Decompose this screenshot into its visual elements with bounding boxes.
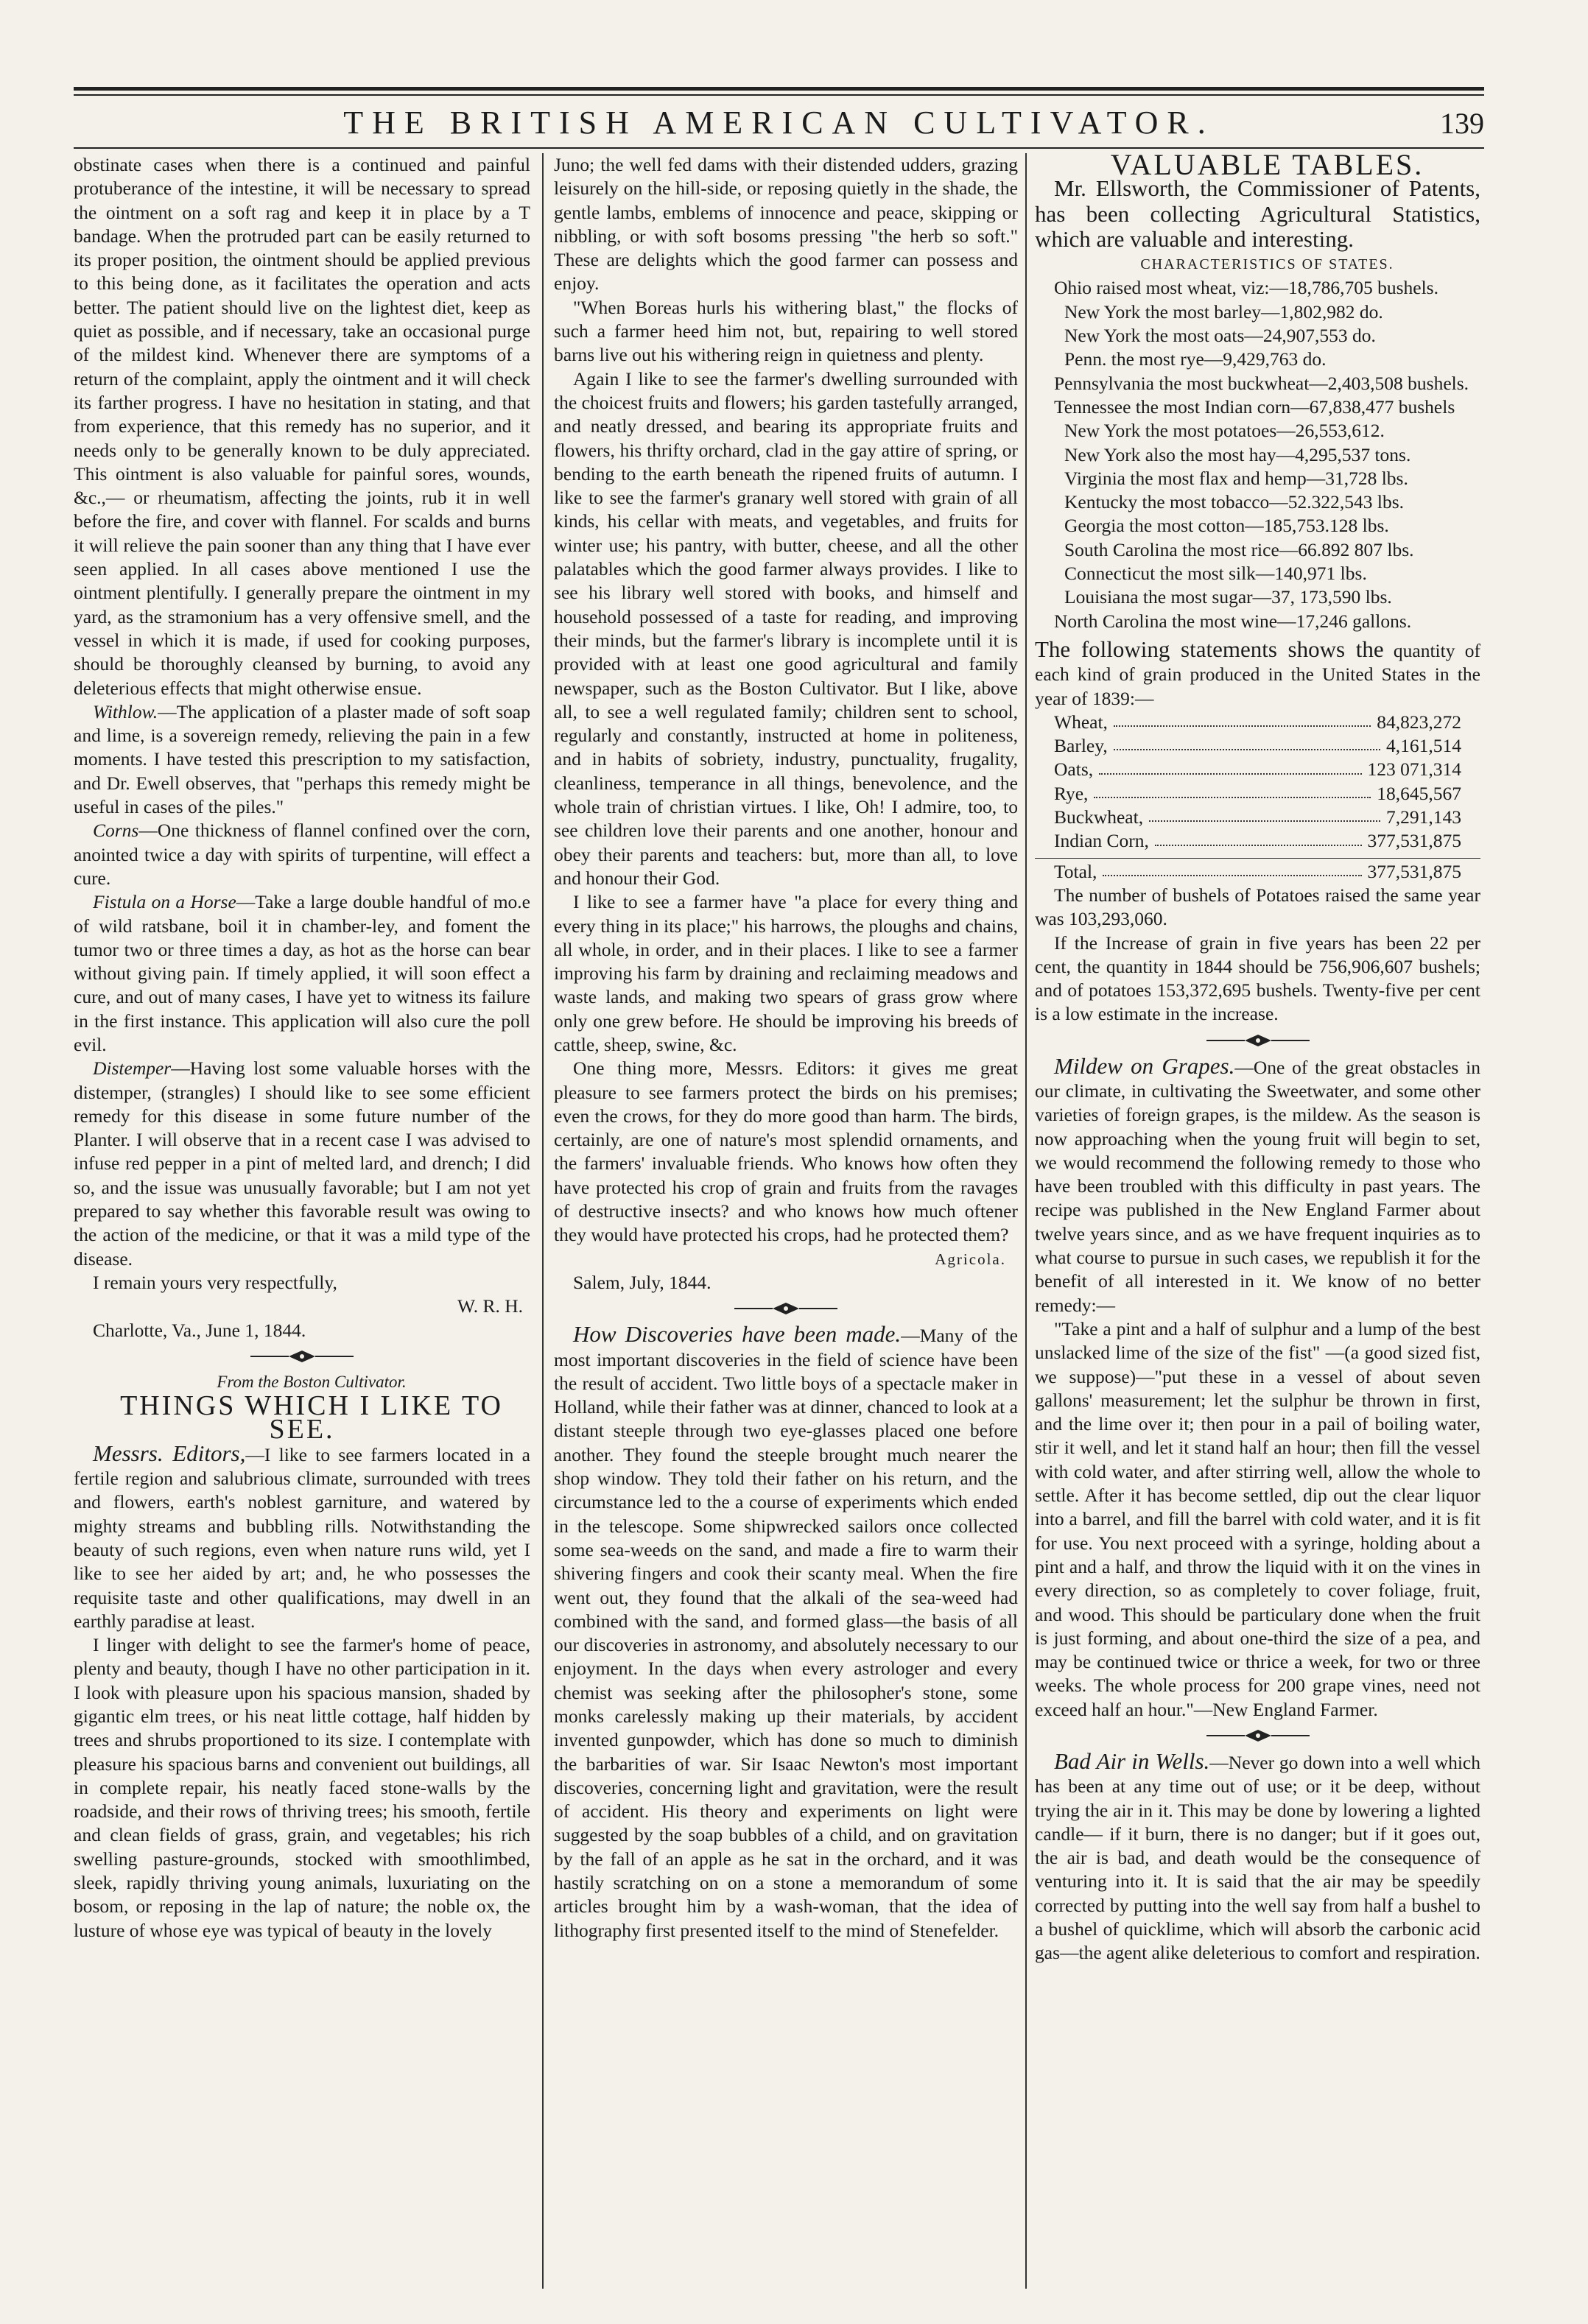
list-item: Connecticut the most silk—140,971 lbs. [1064, 563, 1367, 585]
article-heading: Bad Air in Wells. [1054, 1748, 1210, 1774]
article-paragraph: The number of bushels of Potatoes raised the same year was 103,293,060. [1035, 884, 1480, 930]
list-item: North Carolina the most wine—17,246 gallons. [1054, 610, 1412, 632]
table-total-row [1035, 858, 1480, 884]
entry-label: Withlow. [93, 700, 158, 722]
dot-leader [1155, 829, 1362, 845]
page-number: 139 [1440, 107, 1484, 140]
grain-value: 18,645,567 [1377, 782, 1461, 804]
entry-text: —One thickness of flannel confined over the corn, anointed twice a day with spirits of turpentine, will effect a cure. [74, 820, 530, 889]
section-divider-ornament [1035, 1032, 1480, 1049]
list-item: Georgia the most cotton—185,753.128 lbs. [1064, 515, 1389, 537]
masthead-top-rule-thin [74, 94, 1484, 96]
list-item: Tennessee the most Indian corn—67,838,477 bushels [1054, 395, 1455, 418]
masthead [74, 100, 1484, 144]
state-statistics-list [1035, 276, 1480, 633]
article-heading: How Discoveries have been made. [573, 1321, 902, 1348]
list-item: New York the most potatoes—26,553,612. [1064, 420, 1385, 442]
masthead-bottom-rule [74, 147, 1484, 149]
article-heading: THINGS WHICH I LIKE TO SEE. [120, 1390, 503, 1446]
article-paragraph: I linger with delight to see the farmer's home of peace, plenty and beauty, though I have no other participation in it. I look with pleasure upon his spacious mansion, shaded by gigantic elm trees, or his neat little cottage, half hidden by trees and shrubs proportioned to its size. I contemplate with pleasure his spacious barns and convenient out buildings, all in complete repair, his neatly faced stone-walls by the roadside, and their rows of thriving trees; his smooth, fertile and clean fields of grass, grain, and vegetables; his rich swelling pasture-grounds, stocked with smoothlimbed, sleek, rapidly thriving young animals, luxuriating on the bosom, or reposing in the lap of nature; the noble ox, the lusture of whose eye was typical of beauty in the lovely [74, 1634, 530, 1941]
table-row [1035, 758, 1480, 781]
total-value: 377,531,875 [1367, 860, 1461, 882]
entry-text: —Many of the most important discoveries in the field of science have been the result of accident. Two little boys of a spectacle maker in Holland, while their father was at dinner, chanced to look at a distant steeple through two eye-glasses placed one before another. They found the steeple brought much nearer the shop window. They told their father on his return, and the circumstance led to the a course of experiments which ended in the telescope. Some shipwrecked sailors once collected some sea-weeds on the sand, and made a fire to warm their shivering fingers and cook their scanty meal. When the fire went out, they found that the alkali of the sea-weed had combined with the sand, and formed glass—the basis of all our discoveries in astronomy, and absolutely necessary to our enjoyment. In the days when every astrologer and every chemist was seeking after the philosopher's stone, some monks carelessly making up their materials, by accident invented gunpowder, which has done so much to diminish the barbarities of war. Sir Isaac Newton's most important discoveries, concerning light and gravitation, were the result of accident. His theory and experiments on light were suggested by the soap bubbles of a child, and on gravitation by the fall of an apple as he sat in the orchard, and it was hastily scratching on on a stone a memorandum of some articles brought him by a wash-woman, that the idea of lithography first presented itself to the mind of Stenefelder. [554, 1325, 1018, 1941]
grain-name: Barley, [1054, 735, 1108, 757]
letter-closing: I remain yours very respectfully, [93, 1271, 337, 1293]
grain-table [1035, 711, 1480, 884]
dot-leader [1114, 734, 1380, 750]
dot-leader [1114, 711, 1371, 727]
entry-text: —Take a large double handful of mo.e of wild ratsbane, boil it in chamber-ley, and foment the tumor two or three times a day, as hot as the horse can bear without giving pain. If timely applied, it will soon effect a cure, and out of many cases, I have yet to witness its failure in the first instance. This application will also cure the poll evil. [74, 891, 530, 1055]
entry-label: Distemper [93, 1057, 172, 1080]
column-left [74, 153, 530, 2296]
article-paragraph: Juno; the well fed dams with their distended udders, grazing leisurely on the hill-side, or reposing quietly in the shade, the gentle lambs, emblems of innocence and peace, skipping or nibbling, or with soft bosoms pressing "the herb so soft." These are delights which the good farmer can possess and enjoy. [554, 154, 1018, 295]
article-signer: Agricola. [935, 1250, 1006, 1268]
newspaper-title: THE BRITISH AMERICAN CULTIVATOR. [343, 104, 1215, 141]
article-paragraph: "Take a pint and a half of sulphur and a lump of the best unslacked lime of the size of the fist" —(a good sized fist, we suppose)—"put these in a vessel of about seven gallons' measurement; let the sulphur be thrown in first, and the lime over it; then pour in a pail of boiling water, stir it well, and let it stand half an hour; then fill the vessel with cold water, and after stirring well, allow the whole to settle. After it has become settled, dip out the clear liquor into a barrel, and fill the barrel with cold water, and it is fit for use. You next proceed with a syringe, holding about a pint and a half, and throw the liquid with it on the vines in every direction, so as completely to cover foliage, fruit, and wood. This should be particulary done when the fruit is just forming, and about one-third the size of a pea, and may be continued twice or thrice a week, for two or three weeks. The whole process for 200 grape vines, need not exceed half an hour."—New England Farmer. [1035, 1317, 1480, 1720]
column-right [1035, 153, 1480, 2296]
grain-value: 84,823,272 [1377, 711, 1461, 733]
list-item: Virginia the most flax and hemp—31,728 lbs. [1064, 467, 1408, 489]
list-item: New York the most oats—24,907,553 do. [1064, 325, 1376, 347]
grain-name: Indian Corn, [1054, 830, 1149, 852]
table-row [1035, 734, 1480, 758]
grain-name: Oats, [1054, 758, 1094, 781]
article-paragraph [74, 1442, 530, 1633]
total-label: Total, [1054, 860, 1097, 882]
dot-leader [1094, 782, 1371, 798]
dot-leader [1149, 806, 1380, 822]
grain-name: Buckwheat, [1054, 806, 1144, 828]
article-paragraph: obstinate cases when there is a continued and painful protuberance of the intestine, it will be necessary to spread the ointment on a soft rag and keep it in place by a T bandage. When the protruded part can be easily returned to its proper position, the ointment should be applied previous to this being done, as it facilitates the operation and acts better. The patient should live on the lightest diet, keep as quiet as possible, and if necessary, take an occasional purge of the mildest kind. Whenever there are symptoms of a return of the complaint, apply the ointment and it will check its farther progress. I have no hesitation in stating, and that from experience, that this remedy has no superior, and it needs only to be generally known to be duly appreciated. This ointment is also valuable for painful sores, wounds, &c.,— or rheumatism, affecting the joints, rub it in well before the fire, and cover with flannel. For scalds and burns it will relieve the pain sooner than any thing that I have ever seen applied. In all cases above mentioned I use the ointment plentifully. I generally prepare the ointment in my yard, as the stramonium has a very offensive smell, and the vessel in which it is made, if used for cooking purposes, should be thoroughly cleansed by burning, to avoid any deleterious effects that might otherwise ensue. [74, 154, 530, 699]
grain-intro-text: quantity of each kind of grain produced in the United States in the year of 1839:— [1035, 639, 1480, 709]
dot-leader [1099, 758, 1361, 774]
section-divider-ornament [1035, 1728, 1480, 1744]
article-paragraph [554, 1323, 1018, 1943]
entry-label: Corns [93, 820, 139, 842]
list-item: South Carolina the most rice—66.892 807 lbs. [1064, 538, 1414, 560]
grain-name: Wheat, [1054, 711, 1108, 733]
article-dateline: Salem, July, 1844. [573, 1271, 712, 1293]
grain-value: 7,291,143 [1386, 806, 1461, 828]
article-paragraph [74, 700, 530, 819]
table-row [1035, 806, 1480, 829]
grain-value: 123 071,314 [1367, 758, 1461, 781]
article-paragraph [1035, 635, 1480, 711]
article-paragraph [1035, 1054, 1480, 1317]
article-paragraph: "When Boreas hurls his withering blast," the flocks of such a farmer heed him not, but, repairing to well stored barns live out his withering reign in quietness and plenty. [554, 296, 1018, 366]
list-item: Louisiana the most sugar—37, 173,590 lbs. [1064, 586, 1392, 608]
grain-value: 377,531,875 [1367, 830, 1461, 852]
intro-lead: Mr. Ellsworth, the Commissioner of Patents, has been collecting Agricultural Statistics, which are valuable and interesting. [1035, 175, 1480, 252]
article-heading: VALUABLE TABLES. [1110, 153, 1424, 181]
article-paragraph [1035, 1750, 1480, 1965]
article-paragraph [74, 890, 530, 1057]
section-divider-ornament [554, 1300, 1018, 1317]
entry-text: —The application of a plaster made of soft soap and lime, is a sovereign remedy, relieving the pain in a few moments. I have tested this prescription to my satisfaction, and Dr. Ewell observes, that "perhaps this remedy might be useful in cases of the piles." [74, 700, 530, 818]
column-divider [542, 153, 544, 2289]
letter-dateline: Charlotte, Va., June 1, 1844. [93, 1319, 306, 1341]
list-item: New York the most barley—1,802,982 do. [1064, 300, 1383, 323]
article-paragraph: If the Increase of grain in five years has been 22 per cent, the quantity in 1844 should be 756,906,607 bushels; and of potatoes 153,372,695 bushels. Twenty-five per cent is a low estimate in the increase. [1035, 932, 1480, 1025]
letter-signature: W. R. H. [457, 1295, 523, 1317]
masthead-top-rule [74, 87, 1484, 91]
table-row [1035, 782, 1480, 806]
grain-intro-lead: The following statements shows the [1035, 635, 1384, 662]
column-divider [1025, 153, 1027, 2289]
table-row [1035, 711, 1480, 734]
list-item: Kentucky the most tobacco—52.322,543 lbs. [1064, 491, 1405, 513]
entry-text: —One of the great obstacles in our climate, in cultivating the Sweetwater, and some other varieties of foreign grapes, is the mildew. As the season is now approaching when the young fruit will begin to set, we would recommend the following remedy to those who have been troubled with this difficulty in past years. The recipe was published in the New England Farmer about twelve years since, and as we have frequent inquiries as to what course to pursue in such cases, we republish it for the benefit of all interested in it. We know of no better remedy:— [1035, 1056, 1480, 1316]
article-paragraph: Again I like to see the farmer's dwelling surrounded with the choicest fruits and flowers; his garden tastefully arranged, and neatly dressed, and bearing its appropriate fruits and flowers, his thrifty orchard, clad in the gay attire of spring, or bending to the earth beneath the ripened fruits of autumn. I like to see the farmer's granary well stored with grain of all kinds, his cellar with meats, and vegetables, and fruits for winter use; his pantry, with butter, cheese, and all the other palatables which the good farmer always provides. I like to see his library well stored with books, and himself and household possessed of a taste for reading, and improving their minds, but the farmer's library is incomplete until it is provided with at least one good agricultural and family newspaper, such as the Boston Cultivator. But I like, above all, to see a well regulated family; children sent to school, regularly and constantly, instructed at home in politeness, and in habits of sobriety, industry, punctuality, frugality, cleanliness, temperance in all things, benevolence, and the whole train of christian virtues. I like, Oh! I admire, too, to see children love their parents and one another, honour and obey their parents and teachers: but, more than all, to love and honour their God. [554, 367, 1018, 889]
salutation: Messrs. Editors, [93, 1440, 246, 1466]
section-divider-ornament [74, 1348, 530, 1365]
entry-text: —Having lost some valuable horses with the distemper, (strangles) I should like to see some efficient remedy for this disease in some future number of the Planter. I will observe that in a recent case I was advised to infuse red pepper in a pint of melted lard, and drench; I did so, and the issue was unusually favorable; but I am not yet prepared to say whether this favorable result was owing to the action of the medicine, or that it was a mild type of the disease. [74, 1057, 530, 1270]
entry-text: —Never go down into a well which has been at any time out of use; or it be deep, without trying the air in it. This may be done by lowering a lighted candle— if it burn, there is no danger; but if it goes out, the air is bad, and death would be the consequence of venturing into it. It is said that the air may be speedily corrected by putting into the well say from half a bushel to a bushel of quicklime, which will absorb the carbonic acid gas—the agent alike deleterious to comfort and respiration. [1035, 1752, 1480, 1964]
list-item: New York also the most hay—4,295,537 tons. [1064, 443, 1411, 465]
table-row [1035, 829, 1480, 853]
grain-name: Rye, [1054, 782, 1089, 804]
list-item: Pennsylvania the most buckwheat—2,403,508 bushels. [1054, 372, 1469, 394]
list-item: Penn. the most rye—9,429,763 do. [1064, 348, 1327, 370]
article-paragraph: One thing more, Messrs. Editors: it gives me great pleasure to see farmers protect the birds on his premises; even the crows, for they do more good than harm. The birds, certainly, are one of nature's most splendid ornaments, and the farmers' invaluable friends. Who knows how often they have protected his crop of grain and fruits from the ravages of destructive insects? and who knows how much oftener they would have protected his crops, had he protected them? [554, 1057, 1018, 1246]
article-source: From the Boston Cultivator. [217, 1372, 407, 1391]
dot-leader [1103, 860, 1361, 876]
list-item: Ohio raised most wheat, viz:—18,786,705 bushels. [1054, 277, 1438, 299]
article-paragraph [74, 1057, 530, 1271]
entry-label: Fistula on a Horse [93, 891, 236, 913]
entry-text: —I like to see farmers located in a fertile region and salubrious climate, surrounded with trees and flowers, earth's noblest garniture, and watered by mighty streams and bubbling rills. Notwithstanding the beauty of such regions, even when nature runs wild, yet I like to see her aided by art; and, he who possesses the requisite taste and other qualifications, may dwell in an earthly paradise at least. [74, 1443, 530, 1632]
article-paragraph: I like to see a farmer have "a place for every thing and every thing in its place;" his harrows, the ploughs and chains, all whole, in order, and in their places. I like to see a farmer improving his farm by draining and reclaiming meadows and waste lands, and making two spears of grass grow where only one grew before. He should be improving his breeds of cattle, sheep, swine, &c. [554, 891, 1018, 1055]
table-subheading: CHARACTERISTICS OF STATES. [1140, 256, 1394, 273]
article-paragraph [74, 819, 530, 890]
column-middle [554, 153, 1018, 2296]
article-heading: Mildew on Grapes. [1054, 1052, 1235, 1079]
article-paragraph [1035, 177, 1480, 253]
grain-value: 4,161,514 [1386, 735, 1461, 757]
